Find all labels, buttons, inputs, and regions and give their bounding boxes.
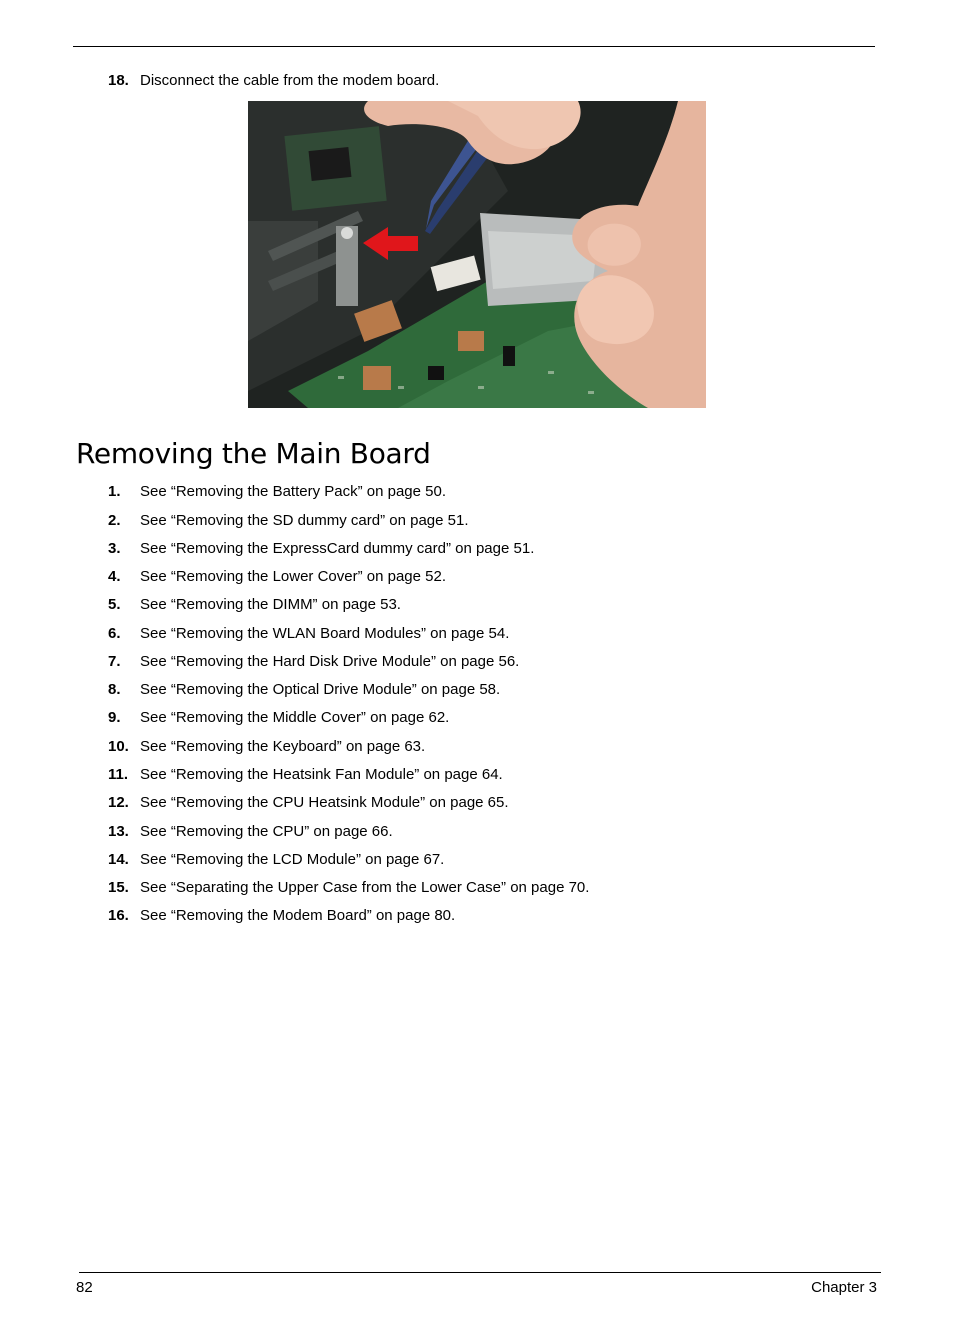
step-number: 4. [108, 568, 121, 585]
step-number: 8. [108, 681, 121, 698]
step-number: 10. [108, 738, 129, 755]
step-text: See “Removing the Keyboard” on page 63. [140, 738, 426, 755]
header-rule [73, 46, 875, 47]
step-item [108, 709, 449, 727]
step-number: 16. [108, 907, 129, 924]
step-text: See “Separating the Upper Case from the Lower Case” on page 70. [140, 879, 590, 896]
step-number: 18. [108, 72, 129, 89]
modem-cable-photo [248, 101, 706, 408]
step-item [108, 596, 401, 614]
step-number: 12. [108, 794, 129, 811]
step-item [108, 738, 425, 756]
step-item [108, 794, 509, 812]
footer-rule [79, 1272, 881, 1273]
step-item [108, 879, 589, 897]
step-item [108, 568, 446, 586]
step-text: See “Removing the Middle Cover” on page 62. [140, 709, 450, 726]
step-item [108, 653, 519, 671]
step-text: See “Removing the Lower Cover” on page 52. [140, 568, 447, 585]
pre-step-18 [108, 72, 439, 90]
step-number: 7. [108, 653, 121, 670]
step-item [108, 766, 503, 784]
step-text: See “Removing the DIMM” on page 53. [140, 596, 401, 613]
step-text: Disconnect the cable from the modem board. [140, 72, 440, 89]
step-item [108, 512, 469, 530]
step-item [108, 540, 534, 558]
step-text: See “Removing the ExpressCard dummy card” on page 51. [140, 540, 535, 557]
step-item [108, 681, 500, 699]
step-number: 11. [108, 766, 129, 783]
step-text: See “Removing the Heatsink Fan Module” on page 64. [140, 766, 503, 783]
step-text: See “Removing the Hard Disk Drive Module” on page 56. [140, 653, 520, 670]
step-number: 9. [108, 709, 121, 726]
step-item [108, 823, 393, 841]
step-text: See “Removing the Modem Board” on page 80. [140, 907, 456, 924]
page-number: 82 [76, 1279, 93, 1296]
step-item [108, 851, 444, 869]
step-number: 13. [108, 823, 129, 840]
step-number: 5. [108, 596, 121, 613]
step-number: 3. [108, 540, 121, 557]
step-item [108, 907, 455, 925]
step-text: See “Removing the Optical Drive Module” on page 58. [140, 681, 501, 698]
step-number: 14. [108, 851, 129, 868]
step-item [108, 483, 446, 501]
step-text: See “Removing the SD dummy card” on page 51. [140, 512, 469, 529]
chapter-label: Chapter 3 [811, 1279, 877, 1296]
step-text: See “Removing the CPU” on page 66. [140, 823, 393, 840]
step-text: See “Removing the CPU Heatsink Module” on page 65. [140, 794, 509, 811]
step-number: 15. [108, 879, 129, 896]
step-text: See “Removing the LCD Module” on page 67. [140, 851, 445, 868]
step-item [108, 625, 509, 643]
step-number: 1. [108, 483, 121, 500]
step-number: 6. [108, 625, 121, 642]
section-title: Removing the Main Board [76, 437, 431, 470]
step-number: 2. [108, 512, 121, 529]
step-text: See “Removing the Battery Pack” on page 50. [140, 483, 447, 500]
step-text: See “Removing the WLAN Board Modules” on page 54. [140, 625, 510, 642]
